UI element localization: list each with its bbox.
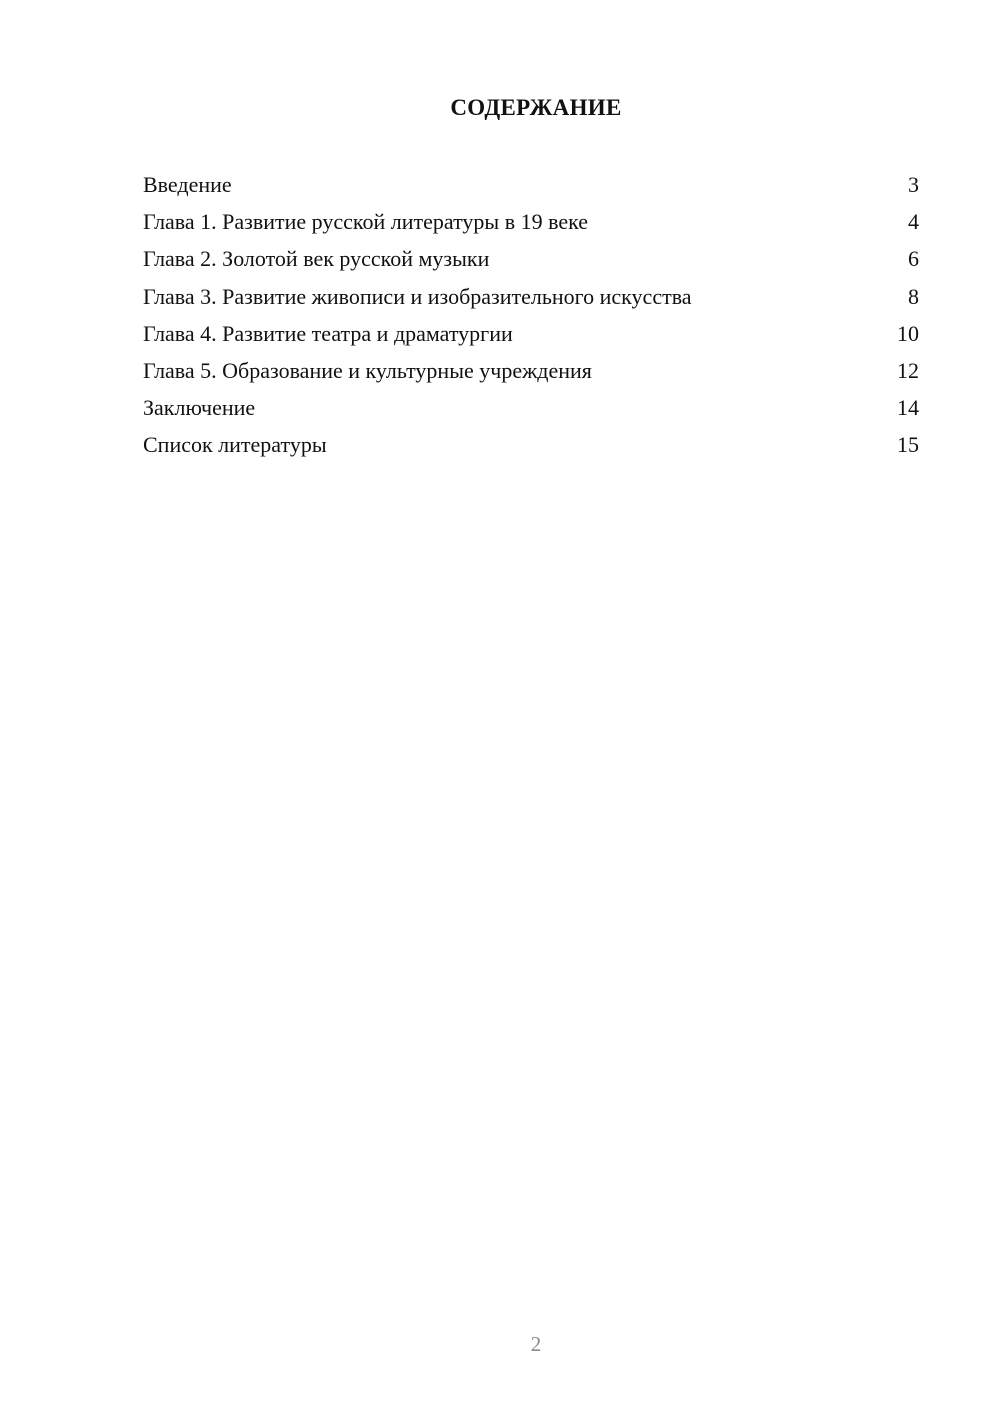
toc-entry-title: Глава 1. Развитие русской литературы в 19 веке	[143, 209, 589, 235]
toc-entry-title: Заключение	[143, 395, 256, 421]
toc-entry-chapter-3	[143, 280, 919, 317]
toc-entry-page: 14	[897, 395, 919, 421]
toc-entry-page: 6	[908, 246, 919, 272]
toc-entry-introduction	[143, 168, 919, 205]
toc-entry-conclusion	[143, 391, 919, 428]
toc-entry-title: Глава 3. Развитие живописи и изобразительного искусства	[143, 283, 692, 309]
toc-entry-bibliography	[143, 428, 919, 465]
table-of-contents	[143, 168, 919, 466]
toc-heading: СОДЕРЖАНИЕ	[450, 95, 622, 120]
toc-entry-chapter-2	[143, 242, 919, 279]
toc-entry-page: 8	[908, 283, 919, 309]
page-number: 2	[530, 1332, 542, 1356]
toc-entry-page: 15	[897, 432, 919, 458]
toc-entry-page: 4	[908, 209, 919, 235]
toc-entry-title: Введение	[143, 172, 232, 197]
toc-entry-chapter-1	[143, 205, 919, 242]
toc-entry-chapter-5	[143, 354, 919, 391]
toc-entry-page: 10	[897, 320, 919, 346]
toc-entry-title: Глава 5. Образование и культурные учреждения	[143, 357, 592, 383]
toc-entry-page: 12	[897, 357, 919, 383]
toc-entry-title: Глава 2. Золотой век русской музыки	[143, 246, 490, 272]
toc-entry-chapter-4	[143, 317, 919, 354]
toc-entry-title: Список литературы	[143, 432, 327, 458]
toc-entry-title: Глава 4. Развитие театра и драматургии	[143, 320, 513, 346]
toc-entry-page: 3	[908, 172, 919, 197]
